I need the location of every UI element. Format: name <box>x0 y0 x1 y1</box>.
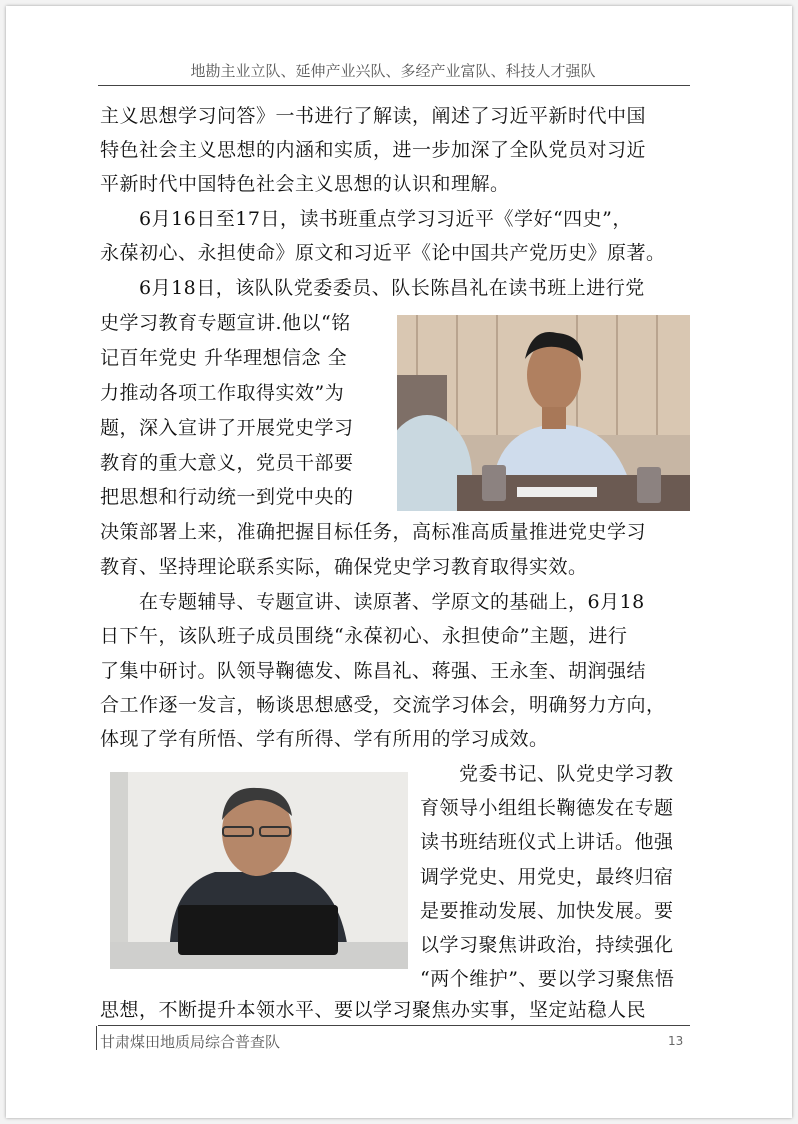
header-rule <box>98 85 690 86</box>
text-line: 力推动各项工作取得实效”为 <box>100 382 345 404</box>
text-line: 史学习教育专题宣讲.他以“铭 <box>100 312 351 334</box>
text-line: 6月18日，该队队党委委员、队长陈昌礼在读书班上进行党 <box>100 277 645 299</box>
text-line: 6月16日至17日，读书班重点学习习近平《学好“四史”， <box>100 208 632 230</box>
text-line: 永葆初心、永担使命》原文和习近平《论中国共产党历史》原著。 <box>100 242 666 264</box>
text-line: 决策部署上来，准确把握目标任务，高标准高质量推进党史学习 <box>100 521 647 543</box>
text-line: 是要推动发展、加快发展。要 <box>420 900 674 922</box>
text-line: 调学党史、用党史，最终归宿 <box>420 866 674 888</box>
speaker-photo-illustration <box>397 315 690 511</box>
text-line: 读书班结班仪式上讲话。他强 <box>420 831 674 853</box>
text-line: 主义思想学习问答》一书进行了解读，阐述了习近平新时代中国 <box>100 105 647 127</box>
text-line: 平新时代中国特色社会主义思想的认识和理解。 <box>100 173 510 195</box>
text-line: 把思想和行动统一到党中央的 <box>100 486 354 508</box>
text-line: 题，深入宣讲了开展党史学习 <box>100 417 354 439</box>
page-number: 13 <box>668 1034 684 1048</box>
text-line: 在专题辅导、专题宣讲、读原著、学原文的基础上，6月18 <box>100 591 645 613</box>
text-line: 育领导小组组长鞠德发在专题 <box>420 797 674 819</box>
text-line: 以学习聚焦讲政治，持续强化 <box>420 934 674 956</box>
text-line: 体现了学有所悟、学有所得、学有所用的学习成效。 <box>100 728 549 750</box>
text-line: 教育、坚持理论联系实际，确保党史学习教育取得实效。 <box>100 556 588 578</box>
party-secretary-photo-illustration <box>110 772 408 969</box>
text-line: 思想，不断提升本领水平、要以学习聚焦办实事，坚定站稳人民 <box>100 999 647 1021</box>
text-line: 了集中研讨。队领导鞠德发、陈昌礼、蒋强、王永奎、胡润强结 <box>100 660 647 682</box>
party-secretary-photo <box>110 772 408 969</box>
footer-org-name: 甘肃煤田地质局综合普查队 <box>100 1033 281 1051</box>
text-line: 合工作逐一发言，畅谈思想感受，交流学习体会，明确努力方向， <box>100 694 666 716</box>
text-line: 教育的重大意义，党员干部要 <box>100 452 354 474</box>
speaker-photo <box>397 315 690 511</box>
text-line: 记百年党史 升华理想信念 全 <box>100 347 348 369</box>
text-line: 日下午，该队班子成员围绕“永葆初心、永担使命”主题，进行 <box>100 625 628 647</box>
page-header: 地勘主业立队、延伸产业兴队、多经产业富队、科技人才强队 <box>190 62 596 80</box>
text-line: “两个维护”、要以学习聚焦悟 <box>420 968 675 990</box>
footer-rule <box>98 1025 690 1026</box>
text-line: 党委书记、队党史学习教 <box>420 763 674 785</box>
footer-bar <box>96 1026 97 1050</box>
text-line: 特色社会主义思想的内涵和实质，进一步加深了全队党员对习近 <box>100 139 647 161</box>
